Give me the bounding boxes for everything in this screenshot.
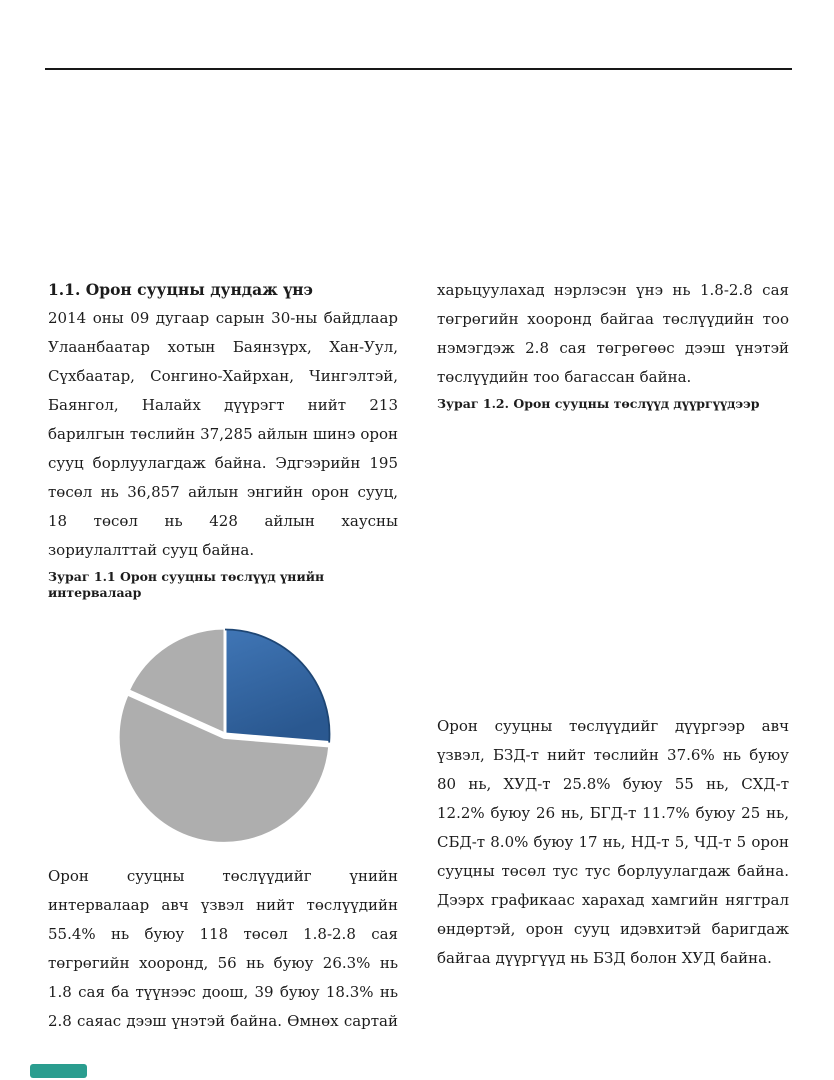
left-paragraph-2: Орон сууцны төслүүдийг үнийн интервалаар авч үзвэл нийт төслүүдийн 55.4% нь буюу 118 төсөл 1.8-2.8 сая төгрөгийн хооронд, 56 нь буюу 26.3% нь 1.8 сая ба түүнээс доош, 39 буюу 18.3% нь 2.8 саяас дээш үнэтэй байна. Өмнөх сартай [48,867,398,1030]
figure-1 [48,603,398,859]
figure-2-caption: Зураг 1.2. Орон сууцны төслүүд дүүргүүдээр [437,396,760,411]
header-rule [45,68,792,70]
right-column [437,276,789,973]
figure-1-caption: Зураг 1.1 Орон сууцны төслүүд үнийн интервалаар [48,569,325,600]
pie-slice [225,628,331,743]
left-column [48,276,398,1036]
footer-corner-tab [30,1064,87,1078]
figure-2-empty-area [437,412,789,712]
figure-1-pie-chart [48,603,400,859]
right-paragraph-1: харьцуулахад нэрлэсэн үнэ нь 1.8-2.8 сая төгрөгийн хооронд байгаа төслүүдийн тоо нэмэгдэж 2.8 сая төгрөгөөс дээш үнэтэй төслүүдийн тоо багассан байна. [437,281,789,386]
left-paragraph-1: 2014 оны 09 дугаар сарын 30-ны байдлаар Улаанбаатар хотын Баянзүрх, Хан-Уул, Сүхбаатар, Сонгино-Хайрхан, Чингэлтэй, Баянгол, Налайх дүүрэгт нийт 213 барилгын төслийн 37,285 айлын шинэ орон сууц борлуулагдаж байна. Эдгээрийн 195 төсөл нь 36,857 айлын энгийн орон сууц, 18 төсөл нь 428 айлын хаусны зориулалттай сууц байна. [48,309,398,559]
right-paragraph-2: Орон сууцны төслүүдийг дүүргээр авч үзвэл, БЗД-т нийт төслийн 37.6% нь буюу 80 нь, ХУД-т 25.8% буюу 55 нь, СХД-т 12.2% буюу 26 нь, БГД-т 11.7% буюу 25 нь, СБД-т 8.0% буюу 17 нь, НД-т 5, ЧД-т 5 орон сууцны төсөл тус тус борлуулагдаж байна. Дээрх графикаас харахад хамгийн нягтрал өндөртэй, орон сууц идэвхитэй баригдаж байгаа дүүргүүд нь БЗД болон ХУД байна. [437,717,789,967]
section-heading: 1.1. Орон сууцны дундаж үнэ [48,280,313,299]
